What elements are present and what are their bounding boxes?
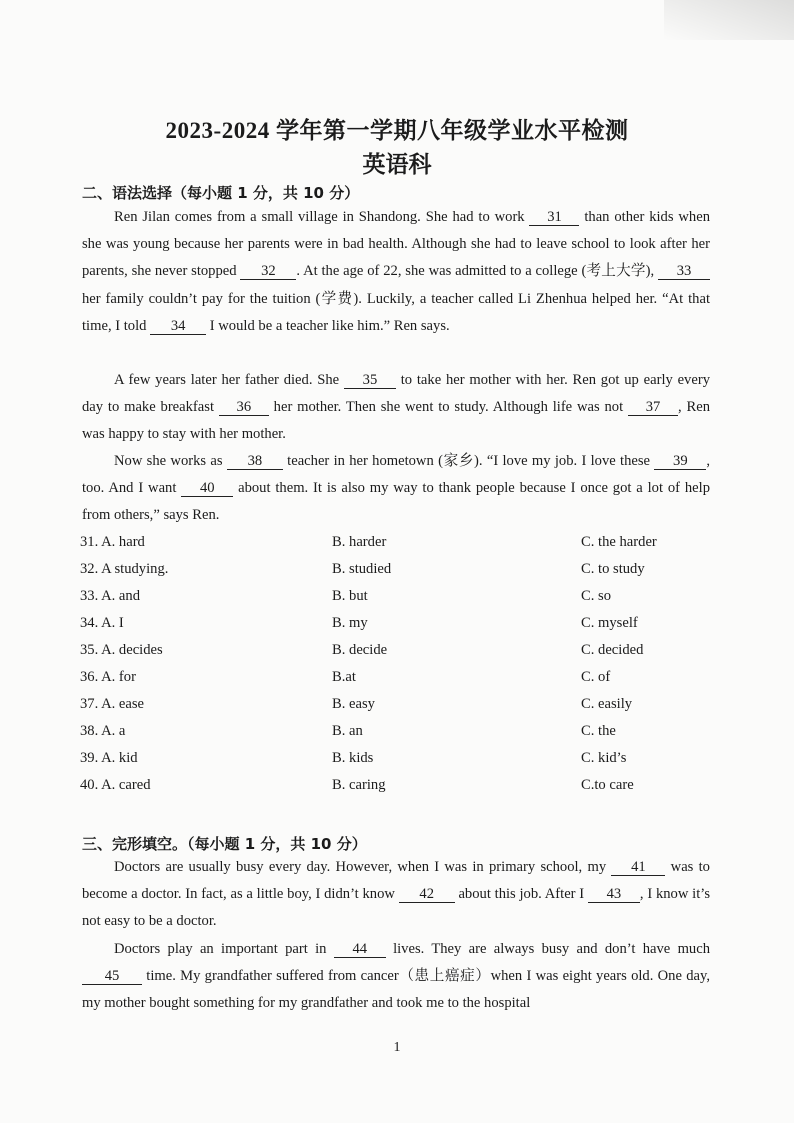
passage-text: about this job. After I	[454, 886, 588, 903]
question-35-options	[80, 642, 720, 668]
option-b: B. studied	[332, 561, 392, 577]
option-b: B. harder	[332, 534, 387, 550]
question-37-options	[80, 696, 720, 722]
blank-36: 36	[219, 399, 269, 416]
passage-text: I would be a teacher like him.” Ren says.	[206, 317, 450, 334]
passage-text: lives. They are always busy and don’t have much	[385, 941, 710, 957]
cloze-paragraph-1	[82, 854, 710, 936]
option-a: 31. A. hard	[80, 534, 145, 550]
option-a: 40. A. cared	[80, 777, 151, 793]
option-b: B. decide	[332, 642, 388, 658]
option-c: C. the	[581, 723, 616, 739]
blank-45: 45	[82, 968, 142, 985]
blank-38: 38	[227, 453, 283, 470]
passage-text: teacher in her hometown (家乡). “I love my job. I love these	[282, 453, 655, 469]
passage-paragraph-1	[82, 204, 710, 340]
blank-32: 32	[240, 263, 296, 280]
option-b: B. an	[332, 723, 363, 739]
question-34-options	[80, 615, 720, 641]
blank-40: 40	[181, 480, 233, 497]
option-b: B. easy	[332, 696, 375, 712]
option-a: 39. A. kid	[80, 750, 138, 766]
option-b: B. but	[332, 588, 368, 604]
blank-42: 42	[399, 886, 455, 903]
section-3-heading: 三、完形填空。（每小题 1 分，共 10 分）	[82, 835, 367, 853]
blank-44: 44	[334, 941, 386, 958]
cloze-paragraph-2	[82, 936, 710, 1018]
blank-33: 33	[658, 263, 710, 280]
question-31-options	[80, 534, 720, 560]
blank-43: 43	[588, 886, 640, 903]
passage-text: , too. And I want	[82, 453, 710, 497]
passage-paragraph-3	[82, 448, 710, 530]
blank-35: 35	[344, 372, 396, 389]
passage-text: , I know it’s not easy to be a doctor.	[82, 886, 710, 930]
blank-34: 34	[150, 318, 206, 335]
passage-text: her mother. Then she went to study. Although life was not	[268, 399, 628, 416]
option-a: 38. A. a	[80, 723, 126, 739]
passage-text: than other kids when she was young because her parents were in bad health. Although she had to leave school to look after her parents, she never stopped	[82, 209, 710, 280]
option-c: C. decided	[581, 642, 644, 658]
passage-text: was to become a doctor. In fact, as a little boy, I didn’t know	[82, 859, 710, 903]
passage-text: Now she works as	[114, 453, 227, 469]
option-a: 32. A studying.	[80, 561, 169, 577]
passage-text: Doctors play an important part in	[114, 941, 334, 957]
blank-41: 41	[611, 859, 665, 876]
passage-paragraph-2	[82, 367, 710, 449]
passage-text: . At the age of 22, she was admitted to a college (考上大学),	[296, 263, 658, 280]
option-a: 37. A. ease	[80, 696, 145, 712]
question-40-options	[80, 777, 720, 803]
option-a: 36. A. for	[80, 669, 136, 685]
question-33-options	[80, 588, 720, 614]
option-a: 35. A. decides	[80, 642, 163, 658]
option-c: C.to care	[581, 777, 634, 793]
option-c: C. myself	[581, 615, 638, 631]
question-38-options	[80, 723, 720, 749]
passage-text: A few years later her father died. She	[114, 372, 344, 388]
blank-37: 37	[628, 399, 678, 416]
option-c: C. easily	[581, 696, 633, 712]
blank-31: 31	[529, 209, 579, 226]
option-b: B. my	[332, 615, 368, 631]
exam-title: 2023-2024 学年第一学期八年级学业水平检测	[165, 118, 629, 143]
option-a: 34. A. I	[80, 615, 124, 631]
page-number: 1	[393, 1040, 401, 1055]
passage-text: Ren Jilan comes from a small village in Shandong. She had to work	[114, 209, 530, 225]
question-32-options	[80, 561, 720, 587]
question-36-options	[80, 669, 720, 695]
question-39-options	[80, 750, 720, 776]
option-b: B. caring	[332, 777, 386, 793]
passage-text: time. My grandfather suffered from cancer（患上癌症）when I was eight years old. One day, my mother bought something for my grandfather and took me to the hospital	[82, 968, 710, 1012]
passage-text: her family couldn’t pay for the tuition (学费). Luckily, a teacher called Li Zhenhua helped her. “At that time, I told	[82, 290, 710, 334]
exam-subject: 英语科	[362, 152, 432, 177]
passage-text: to take her mother with her. Ren got up early every day to make breakfast	[82, 372, 710, 416]
option-b: B.at	[332, 669, 356, 685]
option-c: C. kid’s	[581, 750, 627, 766]
option-b: B. kids	[332, 750, 374, 766]
section-2-heading: 二、语法选择（每小题 1 分，共 10 分）	[82, 184, 360, 202]
passage-text: Doctors are usually busy every day. However, when I was in primary school, my	[114, 859, 612, 875]
option-c: C. so	[581, 588, 612, 604]
passage-text: about them. It is also my way to thank people because I once got a lot of help from others,” says Ren.	[82, 480, 710, 524]
passage-text: , Ren was happy to stay with her mother.	[82, 399, 710, 443]
option-c: C. of	[581, 669, 611, 685]
option-a: 33. A. and	[80, 588, 140, 604]
blank-39: 39	[654, 453, 706, 470]
scan-shadow	[664, 0, 794, 40]
option-c: C. the harder	[581, 534, 657, 550]
option-c: C. to study	[581, 561, 645, 577]
